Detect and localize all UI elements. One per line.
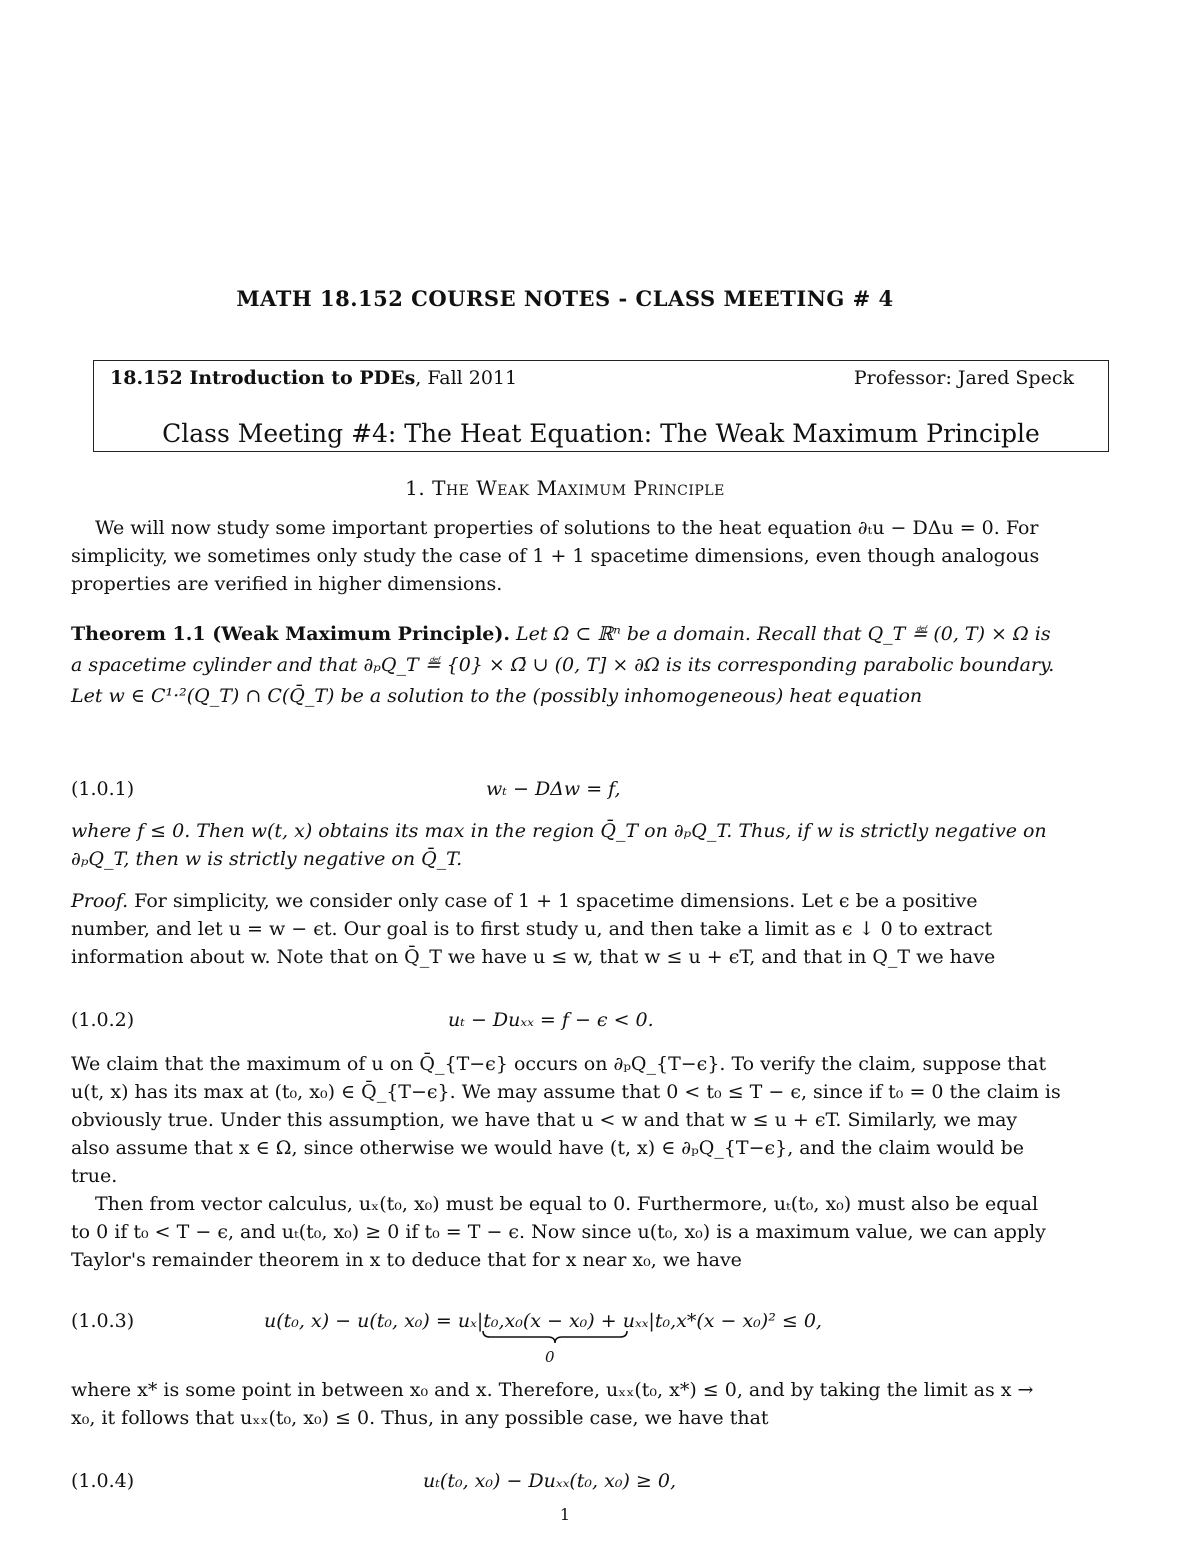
- equation-4: uₜ(t₀, x₀) − Duₓₓ(t₀, x₀) ≥ 0,: [423, 1470, 676, 1492]
- page-number: 1: [559, 1505, 571, 1524]
- course-line: [110, 367, 517, 389]
- theorem-conclusion: where f ≤ 0. Then w(t, x) obtains its max in the region Q̄_T on ∂ₚQ_T. Thus, if w is strictly negative on ∂ₚQ_T, then w is strictly negative on Q̄_T.: [71, 820, 1047, 870]
- theorem-statement: Let Ω ⊂ ℝⁿ be a domain. Recall that Q_T ≝ (0, T) × Ω is a spacetime cylinder and that ∂ₚQ_T ≝ {0} × Ω̄ ∪ (0, T] × ∂Ω is its corresponding parabolic boundary. Let w ∈ C¹·²(Q_T) ∩ C(Q̄_T) be a solution to the (possibly inhomogeneous) heat equation: [71, 623, 1055, 707]
- proof-paragraph-3: Then from vector calculus, uₓ(t₀, x₀) must be equal to 0. Furthermore, uₜ(t₀, x₀) must also be equal to 0 if t₀ < T − ϵ, and uₜ(t₀, x₀) ≥ 0 if t₀ = T − ϵ. Now since u(t₀, x₀) is a maximum value, we can apply Taylor's remainder theorem in x to deduce that for x near x₀, we have: [71, 1193, 1046, 1271]
- intro-paragraph: We will now study some important properties of solutions to the heat equation ∂ₜu − DΔu = 0. For simplicity, we sometimes only study the case of 1 + 1 spacetime dimensions, even though analogous properties are verified in higher dimensions.: [71, 517, 1040, 595]
- equation-2: uₜ − Duₓₓ = f − ϵ < 0.: [448, 1009, 654, 1031]
- proof-paragraph-1: [71, 887, 1061, 971]
- paper-title: MATH 18.152 COURSE NOTES - CLASS MEETING # 4: [236, 286, 894, 311]
- course-name: 18.152 Introduction to PDEs: [110, 367, 416, 389]
- proof-paragraph-4: where x* is some point in between x₀ and x. Therefore, uₓₓ(t₀, x*) ≤ 0, and by taking the limit as x → x₀, it follows that uₓₓ(t₀, x₀) ≤ 0. Thus, in any possible case, we have that: [71, 1379, 1034, 1429]
- proof-paragraph-2: We claim that the maximum of u on Q̄_{T−ϵ} occurs on ∂ₚQ_{T−ϵ}. To verify the claim, suppose that u(t, x) has its max at (t₀, x₀) ∈ Q̄_{T−ϵ}. We may assume that 0 < t₀ ≤ T − ϵ, since if t₀ = 0 the claim is obviously true. Under this assumption, we have that u < w and that w ≤ u + ϵT. Similarly, we may also assume that x ∈ Ω, since otherwise we would have (t, x) ∈ ∂ₚQ_{T−ϵ}, and the claim would be true.: [71, 1053, 1061, 1187]
- proof-text-1: For simplicity, we consider only case of 1 + 1 spacetime dimensions. Let ϵ be a positive number, and let u = w − ϵt. Our goal is to first study u, and then take a limit as ϵ ↓ 0 to extract information about w. Note that on Q̄_T we have u ≤ w, that w ≤ u + ϵT, and that in Q_T we have: [71, 890, 996, 968]
- theorem-block: [71, 619, 1061, 712]
- underbrace: [482, 1330, 628, 1344]
- theorem-label: Theorem 1.1 (Weak Maximum Principle).: [71, 623, 510, 645]
- equation-number-2: (1.0.2): [71, 1009, 135, 1031]
- equation-3: u(t₀, x) − u(t₀, x₀) = uₓ|t₀,x₀(x − x₀) + uₓₓ|t₀,x*(x − x₀)² ≤ 0,: [264, 1310, 822, 1332]
- course-info-box: [93, 360, 1109, 452]
- professor-name: Professor: Jared Speck: [853, 367, 1074, 389]
- equation-number-4: (1.0.4): [71, 1470, 135, 1492]
- equation-number-1: (1.0.1): [71, 778, 135, 800]
- section-heading: 1. The Weak Maximum Principle: [405, 476, 725, 500]
- underbrace-label: 0: [545, 1348, 555, 1366]
- course-term: , Fall 2011: [415, 367, 518, 389]
- meeting-title: Class Meeting #4: The Heat Equation: The Weak Maximum Principle: [162, 419, 1040, 448]
- proof-label: Proof.: [71, 890, 129, 912]
- equation-number-3: (1.0.3): [71, 1310, 135, 1332]
- equation-1: wₜ − DΔw = f,: [486, 778, 621, 800]
